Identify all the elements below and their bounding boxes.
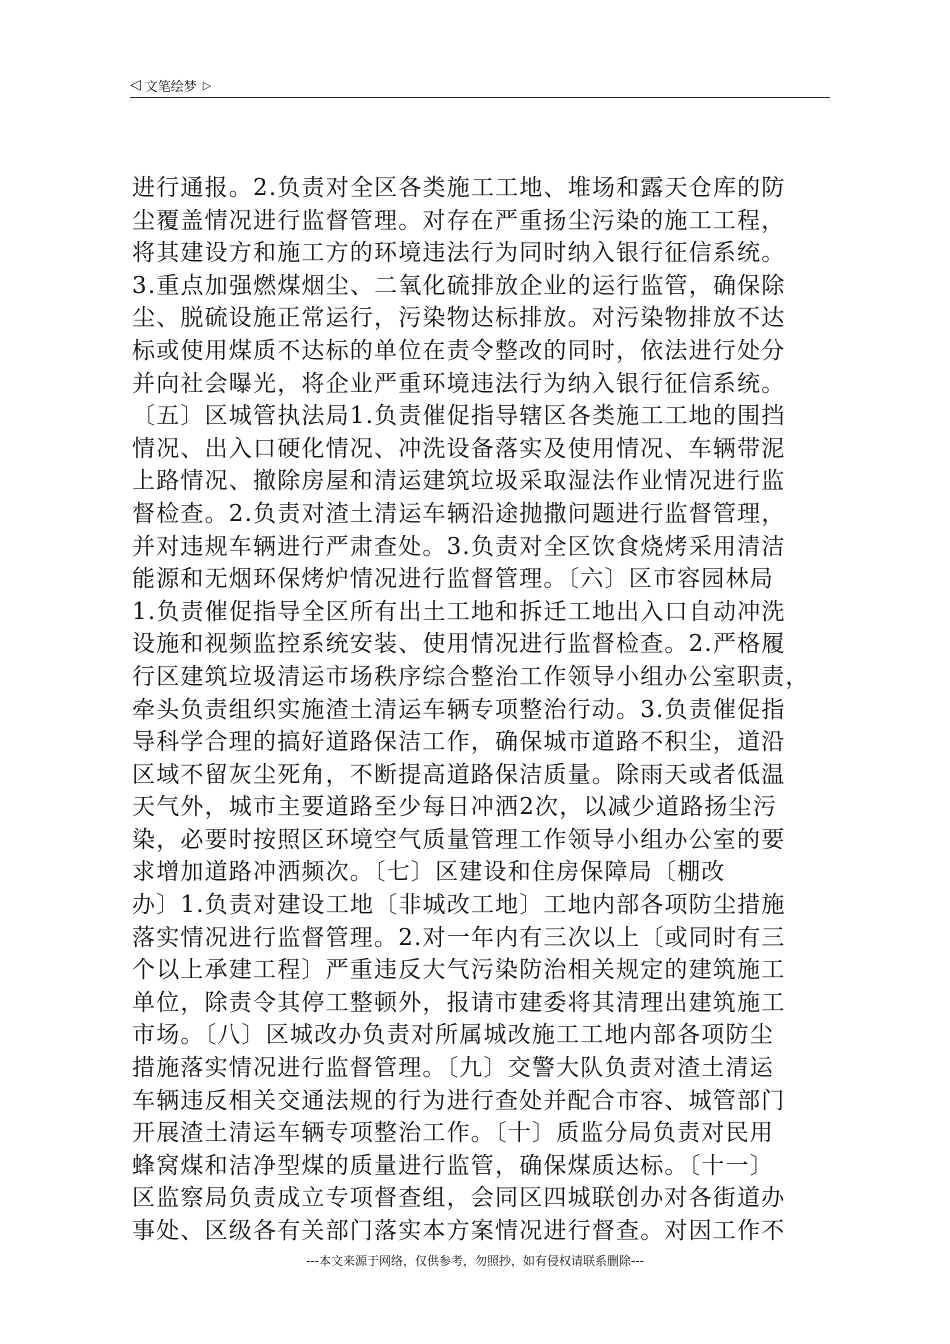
body-line: 个以上承建工程〕严重违反大气污染防治相关规定的建筑施工 <box>132 957 786 984</box>
body-line: 落实情况进行监督管理。2.对一年内有三次以上〔或同时有三 <box>132 924 786 951</box>
body-line: 情况、出入口硬化情况、冲洗设备落实及使用情况、车辆带泥 <box>132 435 786 462</box>
body-line: 〔五〕区城管执法局1.负责催促指导辖区各类施工工地的围挡 <box>132 403 786 430</box>
body-line: 将其建设方和施工方的环境违法行为同时纳入银行征信系统。 <box>132 240 786 267</box>
header-divider <box>130 97 830 98</box>
body-line: 求增加道路冲洒频次。〔七〕区建设和住房保障局〔棚改 <box>132 859 726 886</box>
left-triangle-icon: ◁ <box>130 77 141 93</box>
body-line: 尘、脱硫设施正常运行，污染物达标排放。对污染物排放不达 <box>132 305 786 332</box>
body-line: 标或使用煤质不达标的单位在责令整改的同时，依法进行处分 <box>132 337 786 364</box>
body-line: 单位，除责令其停工整顿外，报请市建委将其清理出建筑施工 <box>132 989 786 1016</box>
body-line: 3.重点加强燃煤烟尘、二氧化硫排放企业的运行监管，确保除 <box>132 272 786 299</box>
body-line: 1.负责催促指导全区所有出土工地和拆迁工地出入口自动冲洗 <box>132 598 786 625</box>
body-line: 尘覆盖情况进行监督管理。对存在严重扬尘污染的施工工程， <box>132 207 786 234</box>
header-title: 文笔绘梦 <box>144 79 197 95</box>
body-line: 设施和视频监控系统安装、使用情况进行监督检查。2.严格履 <box>132 631 786 658</box>
body-line: 区监察局负责成立专项督查组，会同区四城联创办对各街道办 <box>132 1185 786 1212</box>
page-header <box>130 72 830 98</box>
body-line: 并对违规车辆进行严肃查处。3.负责对全区饮食烧烤采用清洁 <box>132 533 786 560</box>
body-line: 上路情况、撤除房屋和清运建筑垃圾采取湿法作业情况进行监 <box>132 468 786 495</box>
document-body <box>132 172 822 1248</box>
body-line: 督检查。2.负责对渣土清运车辆沿途抛撒问题进行监督管理， <box>132 500 786 527</box>
body-line: 办〕1.负责对建设工地〔非城改工地〕工地内部各项防尘措施 <box>132 892 786 919</box>
body-line: 能源和无烟环保烤炉情况进行监督管理。〔六〕区市容园林局 <box>132 566 774 593</box>
body-line: 事处、区级各有关部门落实本方案情况进行督查。对因工作不 <box>132 1218 786 1244</box>
body-line: 措施落实情况进行监督管理。〔九〕交警大队负责对渣土清运 <box>132 1055 774 1082</box>
body-line: 并向社会曝光，将企业严重环境违法行为纳入银行征信系统。 <box>132 370 786 397</box>
body-line: 车辆违反相关交通法规的行为进行查处并配合市容、城管部门 <box>132 1087 786 1114</box>
body-line: 开展渣土清运车辆专项整治工作。〔十〕质监分局负责对民用 <box>132 1120 774 1147</box>
body-line: 蜂窝煤和洁净型煤的质量进行监管，确保煤质达标。〔十一〕 <box>132 1152 774 1179</box>
right-triangle-icon: ▷ <box>202 78 212 92</box>
body-line: 市场。〔八〕区城改办负责对所属城改施工工地内部各项防尘 <box>132 1022 774 1049</box>
body-line: 染，必要时按照区环境空气质量管理工作领导小组办公室的要 <box>132 826 786 853</box>
body-line: 导科学合理的搞好道路保洁工作，确保城市道路不积尘，道沿 <box>132 729 786 756</box>
body-line: 行区建筑垃圾清运市场秩序综合整治工作领导小组办公室职责， <box>132 663 810 690</box>
body-line: 牵头负责组织实施渣土清运车辆专项整治行动。3.负责催促指 <box>132 696 786 723</box>
page-footer: ---本文来源于网络，仅供参考，勿照抄，如有侵权请联系删除--- <box>306 1254 644 1268</box>
body-line: 进行通报。2.负责对全区各类施工工地、堆场和露天仓库的防 <box>132 175 786 201</box>
body-line: 区域不留灰尘死角，不断提高道路保洁质量。除雨天或者低温 <box>132 761 786 788</box>
body-line: 天气外，城市主要道路至少每日冲洒2次，以减少道路扬尘污 <box>132 794 778 821</box>
